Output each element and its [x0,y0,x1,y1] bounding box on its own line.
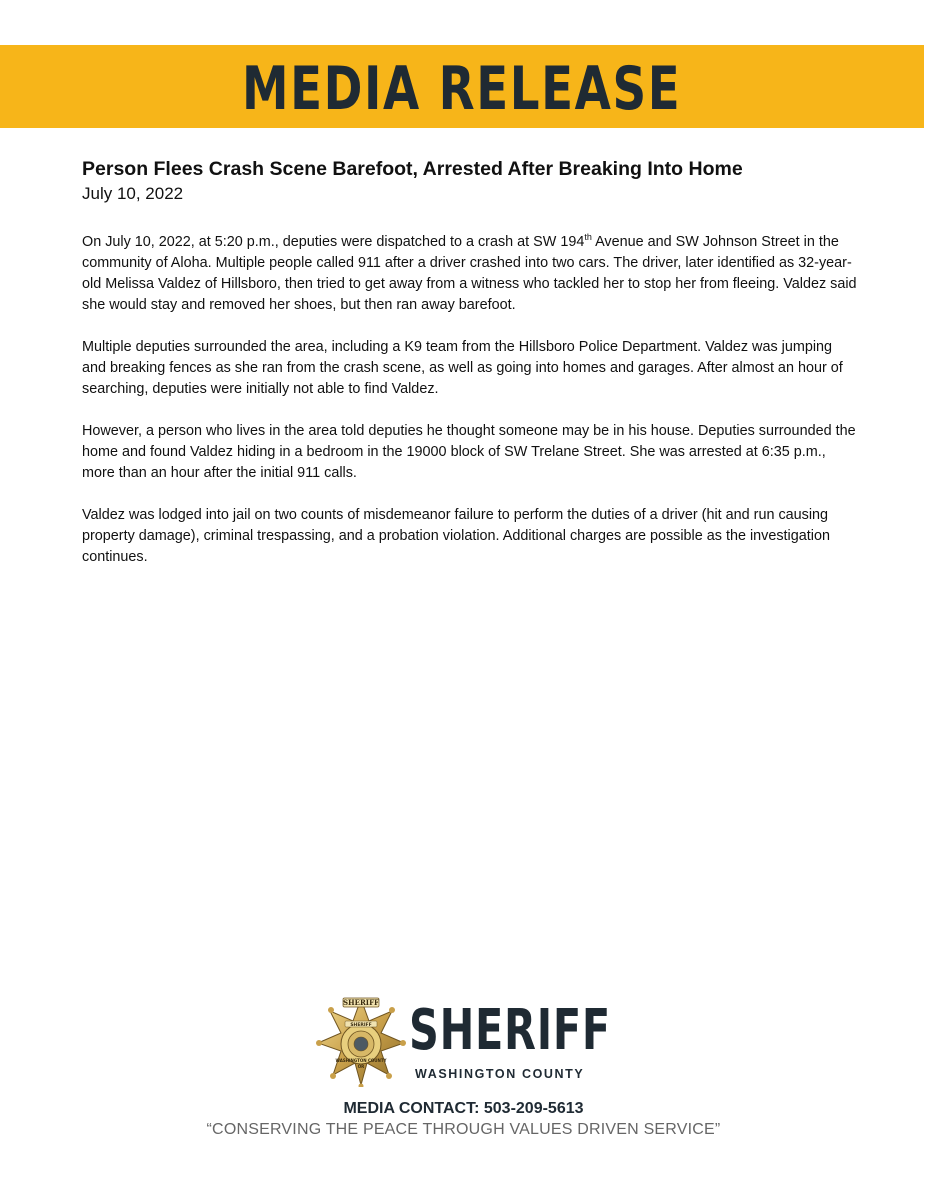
badge-top-text: SHERIFF [342,998,380,1007]
paragraph-1 [82,232,857,316]
media-release-banner [0,45,924,128]
article-body [82,232,857,589]
paragraph-1-part-b: Avenue and SW Johnson Street in the community of Aloha. Multiple people called 911 after a driver crashed into two cars. The driver, later identified as 32-year-old Melissa Valdez of Hillsboro, then tried to get away from a witness who tackled her to stop her from fleeing. Valdez said she would stay and removed her shoes, but then ran away barefoot. [82,234,857,313]
sheriff-star-badge-icon [315,995,407,1087]
ordinal-suffix: th [584,232,592,243]
motto: “CONSERVING THE PEACE THROUGH VALUES DRIVEN SERVICE” [206,1121,721,1138]
badge-ribbon-text: SHERIFF [350,1023,372,1028]
paragraph-1-part-a: On July 10, 2022, at 5:20 p.m., deputies were dispatched to a crash at SW 194 [82,234,585,250]
paragraph-2: Multiple deputies surrounded the area, including a K9 team from the Hillsboro Police Department. Valdez was jumping and breaking fences as she ran from the crash scene, as well as going into homes and garages. After almost an hour of searching, deputies were initially not able to find Valdez. [82,339,843,397]
sheriff-logo [315,995,615,1087]
media-contact: MEDIA CONTACT: 503-209-5613 [343,1100,584,1117]
logo-sheriff-word: SHERIFF [409,998,611,1063]
paragraph-3: However, a person who lives in the area told deputies he thought someone may be in his house. Deputies surrounded the home and found Valdez hiding in a bedroom in the 19000 block of SW Trelane Street. She was arrested at 6:35 p.m., more than an hour after the initial 911 calls. [82,423,856,481]
badge-county-text: WASHINGTON COUNTY [335,1058,387,1063]
article-headline: Person Flees Crash Scene Barefoot, Arrested After Breaking Into Home [82,158,743,180]
paragraph-4: Valdez was lodged into jail on two counts of misdemeanor failure to perform the duties of a driver (hit and run causing property damage), criminal trespassing, and a probation violation. Additional charges are possible as the investigation continues. [82,507,830,565]
logo-county-word: WASHINGTON COUNTY [415,1067,585,1081]
badge-state-text: OR [357,1064,365,1069]
article-date: July 10, 2022 [82,184,184,203]
banner-title: MEDIA RELEASE [242,53,682,124]
